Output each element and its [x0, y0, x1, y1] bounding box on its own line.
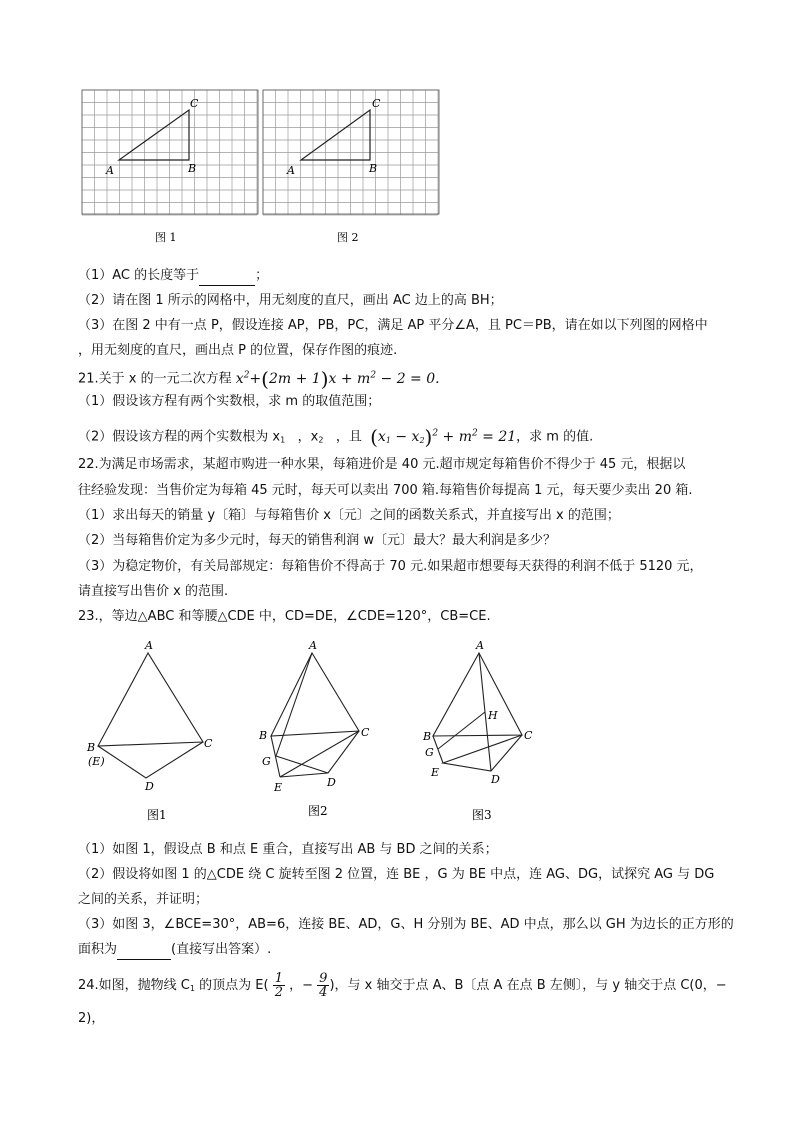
fig1-triangle-cde	[98, 742, 203, 778]
fig1-label-b: B	[87, 741, 96, 754]
q21-part1: （1）假设该方程有两个实数根，求 m 的取值范围；	[78, 394, 381, 409]
fig1-caption: 图 1	[155, 231, 177, 244]
fig1-label-e: (E)	[88, 755, 105, 768]
q21-intro-text: 21.关于 x 的一元二次方程	[78, 371, 232, 387]
q21-condition-equation: $(x_1 - x_2)^2 + m^2 = 21$	[370, 424, 517, 449]
fig1-triangle-abc	[98, 653, 203, 746]
fig1-caption-q23: 图1	[147, 808, 167, 822]
fig1-label-a: A	[145, 639, 153, 652]
q22-part3-line1: （3）为稳定物价，有关局部规定：每箱售价不得高于 70 元.如果超市想要每天获得的利润不低于 5120 元，	[78, 559, 703, 574]
fig1-label-d: D	[145, 780, 154, 793]
fig2-caption-q23: 图2	[308, 804, 328, 818]
fig3-label-h: H	[488, 709, 498, 722]
q22-part3-line2: 请直接写出售价 x 的范围.	[78, 584, 229, 599]
q24-line1: 24.如图，抛物线 $C_1$ 的顶点为 E( $\frac{1}{2}$ ，− $\frac{9}{4}$ )，与 x 轴交于点 A、B〔点 A 在点 B 左侧〕，与 y 轴交于点 C(0，−	[78, 971, 727, 1000]
q23-figures	[0, 635, 794, 830]
fig3-triangle-abc	[433, 653, 522, 736]
fig3-label-g: G	[425, 746, 434, 759]
label-a-fig2: A	[287, 164, 295, 177]
grid-figure-2	[263, 90, 439, 215]
q24-line2: 2)，	[78, 1011, 105, 1026]
q20-part1	[78, 267, 268, 286]
q20-part3-line1: （3）在图 2 中有一点 P，假设连接 AP，PB，PC，满足 AP 平分∠A，且 PC＝PB，请在如以下列图的网格中	[78, 318, 708, 333]
fig2-triangle-abc	[271, 653, 359, 736]
q20-part3-line2: ，用无刻度的直尺，画出点 P 的位置，保存作图的痕迹.	[78, 343, 398, 358]
q23-part3-line1: （3）如图 3，∠BCE=30°，AB=6，连接 BE、AD，G、H 分别为 BE、AD 中点，那么以 GH 为边长的正方形的	[78, 917, 734, 932]
q22-line1: 22.为满足市场需求，某超市购进一种水果，每箱进价是 40 元.超市规定每箱售价不得少于 45 元，根据以	[78, 457, 686, 472]
q22-line2: 往经验发现：当售价定为每箱 45 元时，每天可以卖出 700 箱.每箱售价每提高 1 元，每天要少卖出 20 箱.	[78, 483, 693, 498]
answer-blank-ac	[199, 267, 255, 286]
fraction-one-half: $\frac{1}{2}$	[274, 971, 283, 1000]
label-b-fig1: B	[188, 162, 197, 175]
q23-figure-2	[271, 653, 359, 777]
q23-part2-line2: 之间的关系，并证明；	[78, 892, 209, 907]
q22-part2: （2）当每箱售价定为多少元时，每天的销售利润 w〔元〕最大？最大利润是多少？	[78, 533, 557, 548]
fig1-label-c: C	[204, 737, 213, 750]
fig3-label-d: D	[491, 773, 500, 786]
q21-intro	[78, 366, 440, 389]
fig2-label-c: C	[361, 726, 370, 739]
grid-figures	[0, 0, 794, 250]
grid-figure-1	[82, 90, 258, 215]
label-c-fig1: C	[190, 97, 199, 110]
q20-part2: （2）请在图 1 所示的网格中，用无刻度的直尺，画出 AC 边上的高 BH；	[78, 293, 503, 308]
q22-part1: （1）求出每天的销量 y〔箱〕与每箱售价 x〔元〕之间的函数关系式，并直接写出 x 的范围；	[78, 508, 620, 523]
q21-part2: （2）假设该方程的两个实数根为 $x_1$ ，$x_2$ ，且 $(x_1 - x_2)^2 + m^2 = 21$，求 m 的值.	[78, 424, 594, 449]
fig3-label-a: A	[476, 639, 484, 652]
q23-part3-line2: 面积为 (直接写出答案）.	[78, 941, 271, 960]
q23-part1: （1）如图 1，假设点 B 和点 E 重合，直接写出 AB 与 BD 之间的关系；	[78, 842, 498, 857]
fig2-label-g: G	[262, 755, 271, 768]
fig2-label-a: A	[309, 639, 317, 652]
q23-intro: 23.，等边△ABC 和等腰△CDE 中，CD=DE，∠CDE=120°，CB=CE.	[78, 609, 491, 624]
fig2-label-e: E	[274, 781, 283, 794]
answer-blank-area	[117, 941, 171, 960]
q20-part1-end: ；	[255, 268, 269, 283]
q23-figure-3	[433, 653, 522, 771]
fig2-caption: 图 2	[337, 231, 359, 244]
q23-part2-line1: （2）假设将如图 1 的△CDE 绕 C 旋转至图 2 位置，连 BE ，G 为 BE 中点，连 AG、DG，试探究 AG 与 DG	[78, 867, 715, 882]
q23-figure-1	[98, 653, 203, 778]
label-a-fig1: A	[106, 164, 114, 177]
label-b-fig2: B	[369, 162, 378, 175]
label-c-fig2: C	[372, 97, 381, 110]
fraction-nine-quarters: $\frac{9}{4}$	[319, 971, 328, 1000]
fig3-caption-q23: 图3	[472, 808, 492, 822]
fig3-label-c: C	[524, 729, 533, 742]
fig2-label-d: D	[327, 776, 336, 789]
fig3-triangle-cde	[443, 735, 522, 771]
q21-equation: $x^2+(2m + 1)x + m^2 - 2 = 0$.	[235, 366, 440, 391]
fig3-label-b: B	[423, 730, 432, 743]
fig2-label-b: B	[259, 729, 268, 742]
fig3-label-e: E	[431, 766, 440, 779]
q20-part1-text: （1）AC 的长度等于	[78, 268, 200, 283]
